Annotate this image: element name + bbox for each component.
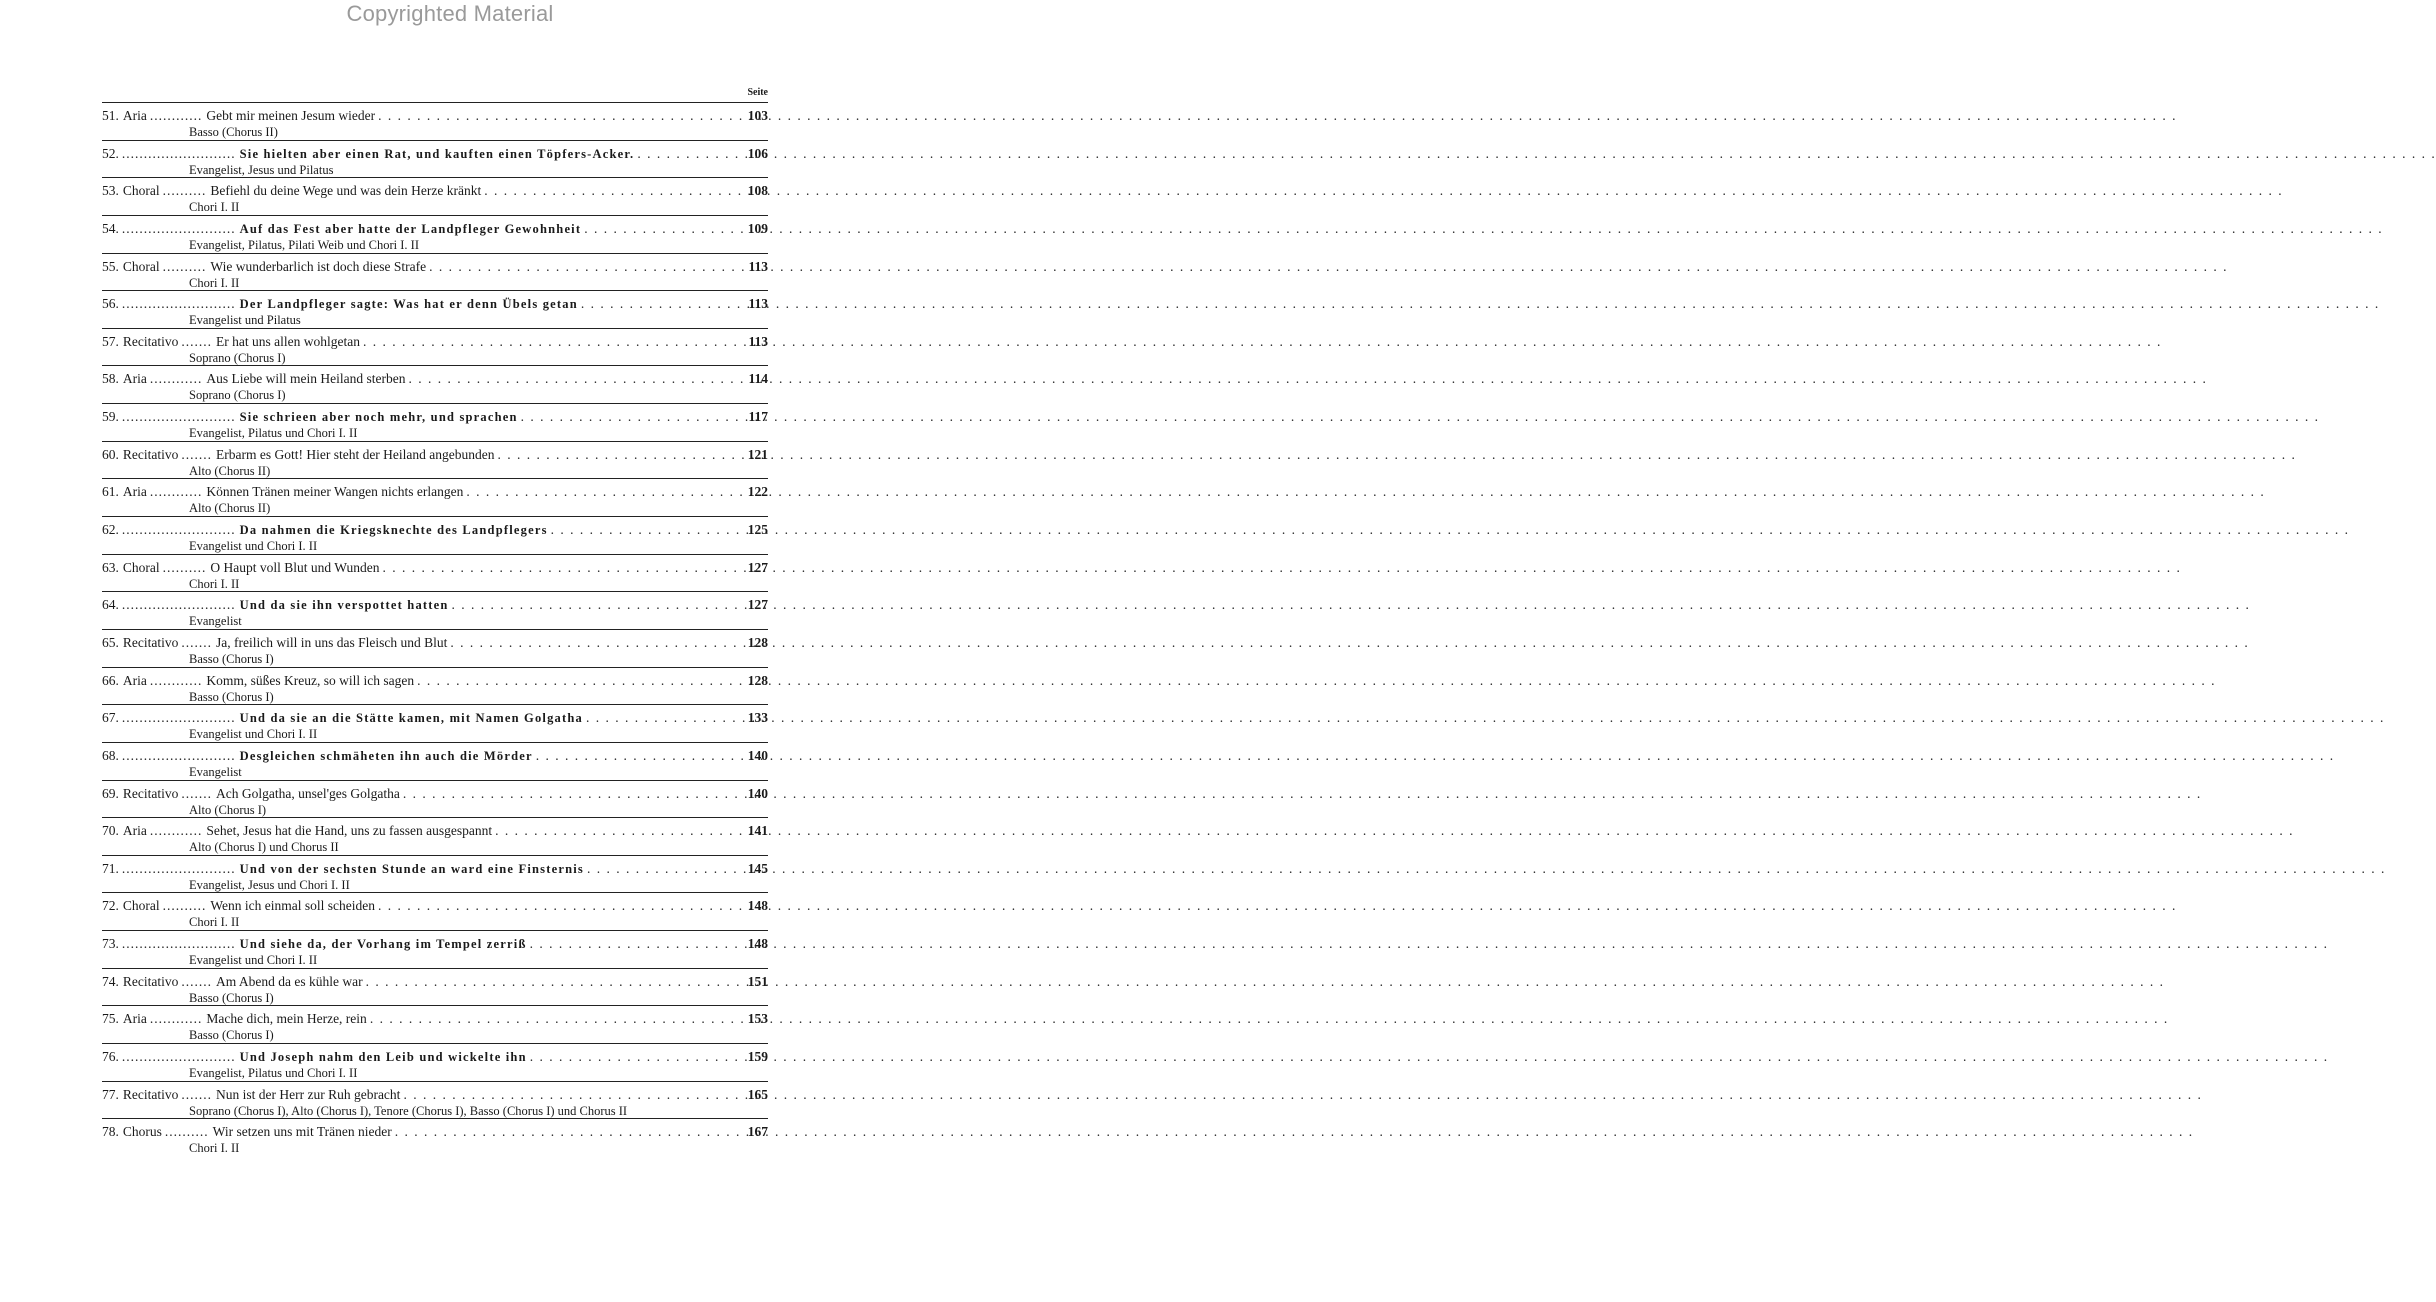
entry-page: 113 bbox=[748, 258, 768, 274]
entry-title: Befiehl du deine Wege und was dein Herze kränkt bbox=[210, 183, 482, 199]
entry-leader: .......... bbox=[162, 183, 207, 199]
entry-type: Recitativo bbox=[122, 634, 179, 650]
entry-title: Und von der sechsten Stunde an ward eine Finsternis bbox=[239, 861, 584, 876]
entry-voices: Chori I. II bbox=[189, 200, 240, 215]
entry-number: 64. bbox=[102, 597, 119, 613]
entry-leader: .......................... bbox=[121, 1049, 236, 1065]
entry-page: 108 bbox=[747, 183, 768, 199]
toc-entry bbox=[102, 705, 768, 743]
toc-entry bbox=[102, 856, 768, 894]
entry-number: 52. bbox=[102, 145, 119, 161]
toc-entry bbox=[102, 668, 768, 706]
dot-leader bbox=[403, 786, 745, 802]
toc-entry bbox=[102, 1119, 768, 1157]
entry-title: Ach Golgatha, unsel'ges Golgatha bbox=[215, 785, 400, 801]
entry-type: Recitativo bbox=[122, 446, 179, 462]
entry-page: 125 bbox=[747, 522, 768, 538]
entry-title: Wenn ich einmal soll scheiden bbox=[210, 898, 375, 914]
entry-title: Er hat uns allen wohlgetan bbox=[215, 333, 360, 349]
entry-type: Recitativo bbox=[122, 973, 179, 989]
dot-leader bbox=[403, 1087, 744, 1103]
toc-entries bbox=[102, 102, 768, 1157]
entry-voices: Evangelist, Jesus und Chori I. II bbox=[189, 877, 350, 892]
toc-entry bbox=[102, 404, 768, 442]
entry-leader: ............ bbox=[149, 823, 203, 839]
entry-voices: Evangelist, Pilatus, Pilati Weib und Chori I. II bbox=[189, 237, 419, 252]
entry-number: 76. bbox=[102, 1049, 119, 1065]
entry-voices: Chori I. II bbox=[189, 576, 240, 591]
entry-voices: Basso (Chorus I) bbox=[189, 1028, 274, 1043]
entry-leader: ....... bbox=[181, 634, 212, 650]
entry-title: Der Landpfleger sagte: Was hat er denn Übels getan bbox=[239, 297, 578, 312]
entry-page: 106 bbox=[747, 145, 768, 161]
entry-page: 113 bbox=[748, 333, 768, 349]
entry-type: Aria bbox=[122, 1011, 147, 1027]
toc-entry bbox=[102, 969, 768, 1007]
entry-voices: Evangelist, Pilatus und Chori I. II bbox=[189, 1066, 358, 1081]
dot-leader bbox=[551, 522, 745, 538]
entry-type: Aria bbox=[122, 371, 147, 387]
toc-entry bbox=[102, 366, 768, 404]
entry-title: Desgleichen schmäheten ihn auch die Mörder bbox=[239, 748, 533, 763]
entry-title: Ja, freilich will in uns das Fleisch und Blut bbox=[215, 634, 448, 650]
toc-entry bbox=[102, 1082, 768, 1120]
entry-type: Aria bbox=[122, 823, 147, 839]
entry-leader: ............ bbox=[149, 371, 203, 387]
dot-leader bbox=[370, 1011, 745, 1027]
entry-voices: Alto (Chorus I) und Chorus II bbox=[189, 840, 339, 855]
entry-page: 140 bbox=[747, 747, 768, 763]
entry-number: 66. bbox=[102, 672, 119, 688]
dot-leader bbox=[530, 1049, 745, 1065]
entry-number: 60. bbox=[102, 446, 119, 462]
entry-voices: Chori I. II bbox=[189, 275, 240, 290]
entry-title: Gebt mir meinen Jesum wieder bbox=[206, 108, 376, 123]
entry-type: Choral bbox=[122, 258, 160, 274]
toc-entry bbox=[102, 479, 768, 517]
entry-title: Sie schrieen aber noch mehr, und sprachen bbox=[239, 410, 518, 425]
dot-leader bbox=[382, 560, 744, 576]
entry-number: 56. bbox=[102, 296, 119, 312]
toc-entry bbox=[102, 442, 768, 480]
copyright-watermark: Copyrighted Material bbox=[346, 1, 554, 26]
entry-leader: ............ bbox=[149, 484, 203, 500]
entry-page: 109 bbox=[747, 220, 768, 236]
entry-title: Können Tränen meiner Wangen nichts erlangen bbox=[206, 484, 464, 500]
entry-leader: ....... bbox=[181, 1086, 212, 1102]
toc-entry bbox=[102, 178, 768, 216]
entry-title: Und da sie ihn verspottet hatten bbox=[239, 598, 449, 613]
dot-leader bbox=[536, 748, 745, 764]
entry-page: 159 bbox=[747, 1049, 768, 1065]
entry-leader: .......................... bbox=[121, 145, 236, 161]
entry-leader: ....... bbox=[181, 973, 212, 989]
entry-page: 145 bbox=[747, 860, 768, 876]
entry-number: 69. bbox=[102, 785, 119, 801]
entry-voices: Evangelist bbox=[189, 614, 242, 629]
toc-entry bbox=[102, 103, 768, 141]
entry-voices: Evangelist und Chori I. II bbox=[189, 953, 318, 968]
dot-leader bbox=[587, 861, 745, 877]
entry-type: Recitativo bbox=[122, 785, 179, 801]
dot-leader bbox=[498, 447, 745, 463]
entry-voices: Evangelist und Pilatus bbox=[189, 313, 301, 328]
entry-leader: .......... bbox=[162, 258, 207, 274]
entry-number: 58. bbox=[102, 371, 119, 387]
entry-leader: .......................... bbox=[121, 220, 236, 236]
entry-leader: .......................... bbox=[121, 296, 236, 312]
entry-voices: Soprano (Chorus I) bbox=[189, 350, 286, 365]
entry-page: 148 bbox=[747, 936, 768, 952]
entry-voices: Evangelist, Pilatus und Chori I. II bbox=[189, 426, 358, 441]
entry-page: 113 bbox=[748, 296, 768, 312]
toc-entry bbox=[102, 141, 768, 179]
toc-entry bbox=[102, 517, 768, 555]
entry-voices: Alto (Chorus I) bbox=[189, 802, 267, 817]
entry-page: 151 bbox=[747, 973, 768, 989]
entry-leader: ....... bbox=[181, 785, 212, 801]
entry-title: Aus Liebe will mein Heiland sterben bbox=[206, 371, 406, 387]
entry-type: Aria bbox=[122, 484, 147, 500]
entry-page: 103 bbox=[747, 108, 768, 123]
entry-leader: .......................... bbox=[121, 860, 236, 876]
entry-number: 61. bbox=[102, 484, 119, 500]
dot-leader bbox=[378, 108, 745, 124]
entry-voices: Basso (Chorus I) bbox=[189, 990, 274, 1005]
entry-leader: .......... bbox=[162, 898, 207, 914]
entry-voices: Chori I. II bbox=[189, 915, 240, 930]
entry-leader: .......... bbox=[164, 1124, 209, 1140]
entry-title: Komm, süßes Kreuz, so will ich sagen bbox=[206, 672, 415, 688]
page-column-header: Seite bbox=[747, 87, 768, 98]
entry-voices: Soprano (Chorus I), Alto (Chorus I), Tenore (Chorus I), Basso (Chorus I) und Chorus II bbox=[189, 1103, 628, 1118]
entry-page: 153 bbox=[747, 1011, 768, 1027]
entry-title: Und Joseph nahm den Leib und wickelte ihn bbox=[239, 1050, 527, 1065]
dot-leader bbox=[408, 371, 745, 387]
dot-leader bbox=[584, 221, 745, 237]
entry-title: Auf das Fest aber hatte der Landpfleger Gewohnheit bbox=[239, 221, 582, 236]
entry-number: 53. bbox=[102, 183, 119, 199]
entry-leader: .......................... bbox=[121, 522, 236, 538]
entry-type: Recitativo bbox=[122, 1086, 179, 1102]
entry-page: 165 bbox=[747, 1086, 768, 1102]
entry-voices: Basso (Chorus I) bbox=[189, 689, 274, 704]
dot-leader bbox=[495, 823, 745, 839]
toc-entry bbox=[102, 592, 768, 630]
entry-number: 70. bbox=[102, 823, 119, 839]
entry-leader: .......................... bbox=[121, 710, 236, 726]
toc-entry bbox=[102, 291, 768, 329]
toc-entry bbox=[102, 254, 768, 292]
entry-title: O Haupt voll Blut und Wunden bbox=[210, 559, 380, 575]
entry-number: 54. bbox=[102, 220, 119, 236]
toc-entry bbox=[102, 329, 768, 367]
entry-leader: .......................... bbox=[121, 936, 236, 952]
toc-entry bbox=[102, 1044, 768, 1082]
entry-voices: Evangelist und Chori I. II bbox=[189, 539, 318, 554]
entry-number: 67. bbox=[102, 710, 119, 726]
entry-title: Und da sie an die Stätte kamen, mit Namen Golgatha bbox=[239, 711, 583, 726]
entry-page: 127 bbox=[747, 597, 768, 613]
toc-entry bbox=[102, 555, 768, 593]
entry-page: 148 bbox=[747, 898, 768, 914]
toc-entry bbox=[102, 931, 768, 969]
entry-leader: .......................... bbox=[121, 409, 236, 425]
entry-leader: ....... bbox=[181, 446, 212, 462]
entry-leader: ....... bbox=[181, 333, 212, 349]
dot-leader bbox=[521, 409, 746, 425]
entry-number: 71. bbox=[102, 860, 119, 876]
dot-leader bbox=[378, 898, 745, 914]
dot-leader bbox=[637, 146, 744, 162]
entry-type: Choral bbox=[122, 559, 160, 575]
entry-number: 57. bbox=[102, 333, 119, 349]
entry-page: 121 bbox=[747, 446, 768, 462]
entry-title: Erbarm es Gott! Hier steht der Heiland angebunden bbox=[215, 446, 495, 462]
entry-type: Chorus bbox=[122, 1124, 162, 1140]
toc-entry bbox=[102, 743, 768, 781]
entry-voices: Alto (Chorus II) bbox=[189, 463, 271, 478]
entry-type: Choral bbox=[122, 898, 160, 914]
entry-title: Wir setzen uns mit Tränen nieder bbox=[212, 1124, 392, 1140]
dot-leader bbox=[530, 936, 745, 952]
entry-voices: Evangelist und Chori I. II bbox=[189, 727, 318, 742]
entry-voices: Evangelist, Jesus und Pilatus bbox=[189, 162, 334, 177]
toc-entry bbox=[102, 818, 768, 856]
entry-number: 63. bbox=[102, 559, 119, 575]
entry-page: 140 bbox=[747, 785, 768, 801]
entry-page: 133 bbox=[747, 710, 768, 726]
entry-type: Aria bbox=[122, 672, 147, 688]
entry-title: Da nahmen die Kriegsknechte des Landpflegers bbox=[239, 523, 548, 538]
entry-title: Sie hielten aber einen Rat, und kauften einen Töpfers-Acker. bbox=[239, 146, 635, 161]
dot-leader bbox=[363, 334, 746, 350]
entry-leader: .......................... bbox=[121, 597, 236, 613]
entry-number: 75. bbox=[102, 1011, 119, 1027]
entry-leader: .......................... bbox=[121, 747, 236, 763]
entry-page: 167 bbox=[747, 1124, 768, 1140]
entry-type: Recitativo bbox=[122, 333, 179, 349]
entry-page: 127 bbox=[747, 559, 768, 575]
entry-leader: ............ bbox=[149, 1011, 203, 1027]
entry-page: 141 bbox=[747, 823, 768, 839]
entry-leader: .......... bbox=[162, 559, 207, 575]
entry-title: Wie wunderbarlich ist doch diese Strafe bbox=[210, 258, 427, 274]
entry-number: 65. bbox=[102, 634, 119, 650]
entry-number: 62. bbox=[102, 522, 119, 538]
entry-page: 128 bbox=[747, 672, 768, 688]
entry-number: 51. bbox=[102, 108, 119, 123]
entry-title: Nun ist der Herr zur Ruh gebracht bbox=[215, 1086, 401, 1102]
entry-number: 73. bbox=[102, 936, 119, 952]
entry-page: 122 bbox=[747, 484, 768, 500]
entry-voices: Basso (Chorus I) bbox=[189, 651, 274, 666]
dot-leader bbox=[586, 710, 745, 726]
dot-leader bbox=[452, 597, 745, 613]
dot-leader bbox=[450, 635, 744, 651]
entry-leader: ............ bbox=[149, 672, 203, 688]
dot-leader bbox=[366, 974, 745, 990]
entry-title: Mache dich, mein Herze, rein bbox=[206, 1011, 367, 1027]
entry-voices: Soprano (Chorus I) bbox=[189, 388, 286, 403]
entry-type: Aria bbox=[122, 108, 147, 123]
toc-entry bbox=[102, 893, 768, 931]
toc-entry bbox=[102, 216, 768, 254]
entry-type: Choral bbox=[122, 183, 160, 199]
entry-title: Am Abend da es kühle war bbox=[215, 973, 363, 989]
entry-number: 77. bbox=[102, 1086, 119, 1102]
dot-leader bbox=[417, 673, 745, 689]
dot-leader bbox=[484, 183, 745, 199]
dot-leader bbox=[395, 1124, 745, 1140]
entry-page: 114 bbox=[748, 371, 768, 387]
table-of-contents bbox=[102, 84, 768, 1157]
entry-number: 72. bbox=[102, 898, 119, 914]
entry-page: 117 bbox=[748, 409, 768, 425]
entry-voices: Alto (Chorus II) bbox=[189, 501, 271, 516]
entry-voices: Chori I. II bbox=[189, 1141, 240, 1156]
toc-entry bbox=[102, 1006, 768, 1044]
entry-number: 59. bbox=[102, 409, 119, 425]
entry-leader: ............ bbox=[149, 108, 203, 123]
toc-entry bbox=[102, 630, 768, 668]
entry-number: 55. bbox=[102, 258, 119, 274]
entry-number: 74. bbox=[102, 973, 119, 989]
dot-leader bbox=[466, 484, 744, 500]
entry-title: Und siehe da, der Vorhang im Tempel zerriß bbox=[239, 937, 527, 952]
toc-entry bbox=[102, 781, 768, 819]
dot-leader bbox=[581, 296, 746, 312]
entry-title: Sehet, Jesus hat die Hand, uns zu fassen ausgespannt bbox=[206, 823, 493, 839]
dot-leader bbox=[429, 259, 745, 275]
entry-page: 128 bbox=[747, 634, 768, 650]
entry-number: 78. bbox=[102, 1124, 119, 1140]
entry-voices: Basso (Chorus II) bbox=[189, 125, 278, 139]
entry-voices: Evangelist bbox=[189, 764, 242, 779]
entry-number: 68. bbox=[102, 747, 119, 763]
